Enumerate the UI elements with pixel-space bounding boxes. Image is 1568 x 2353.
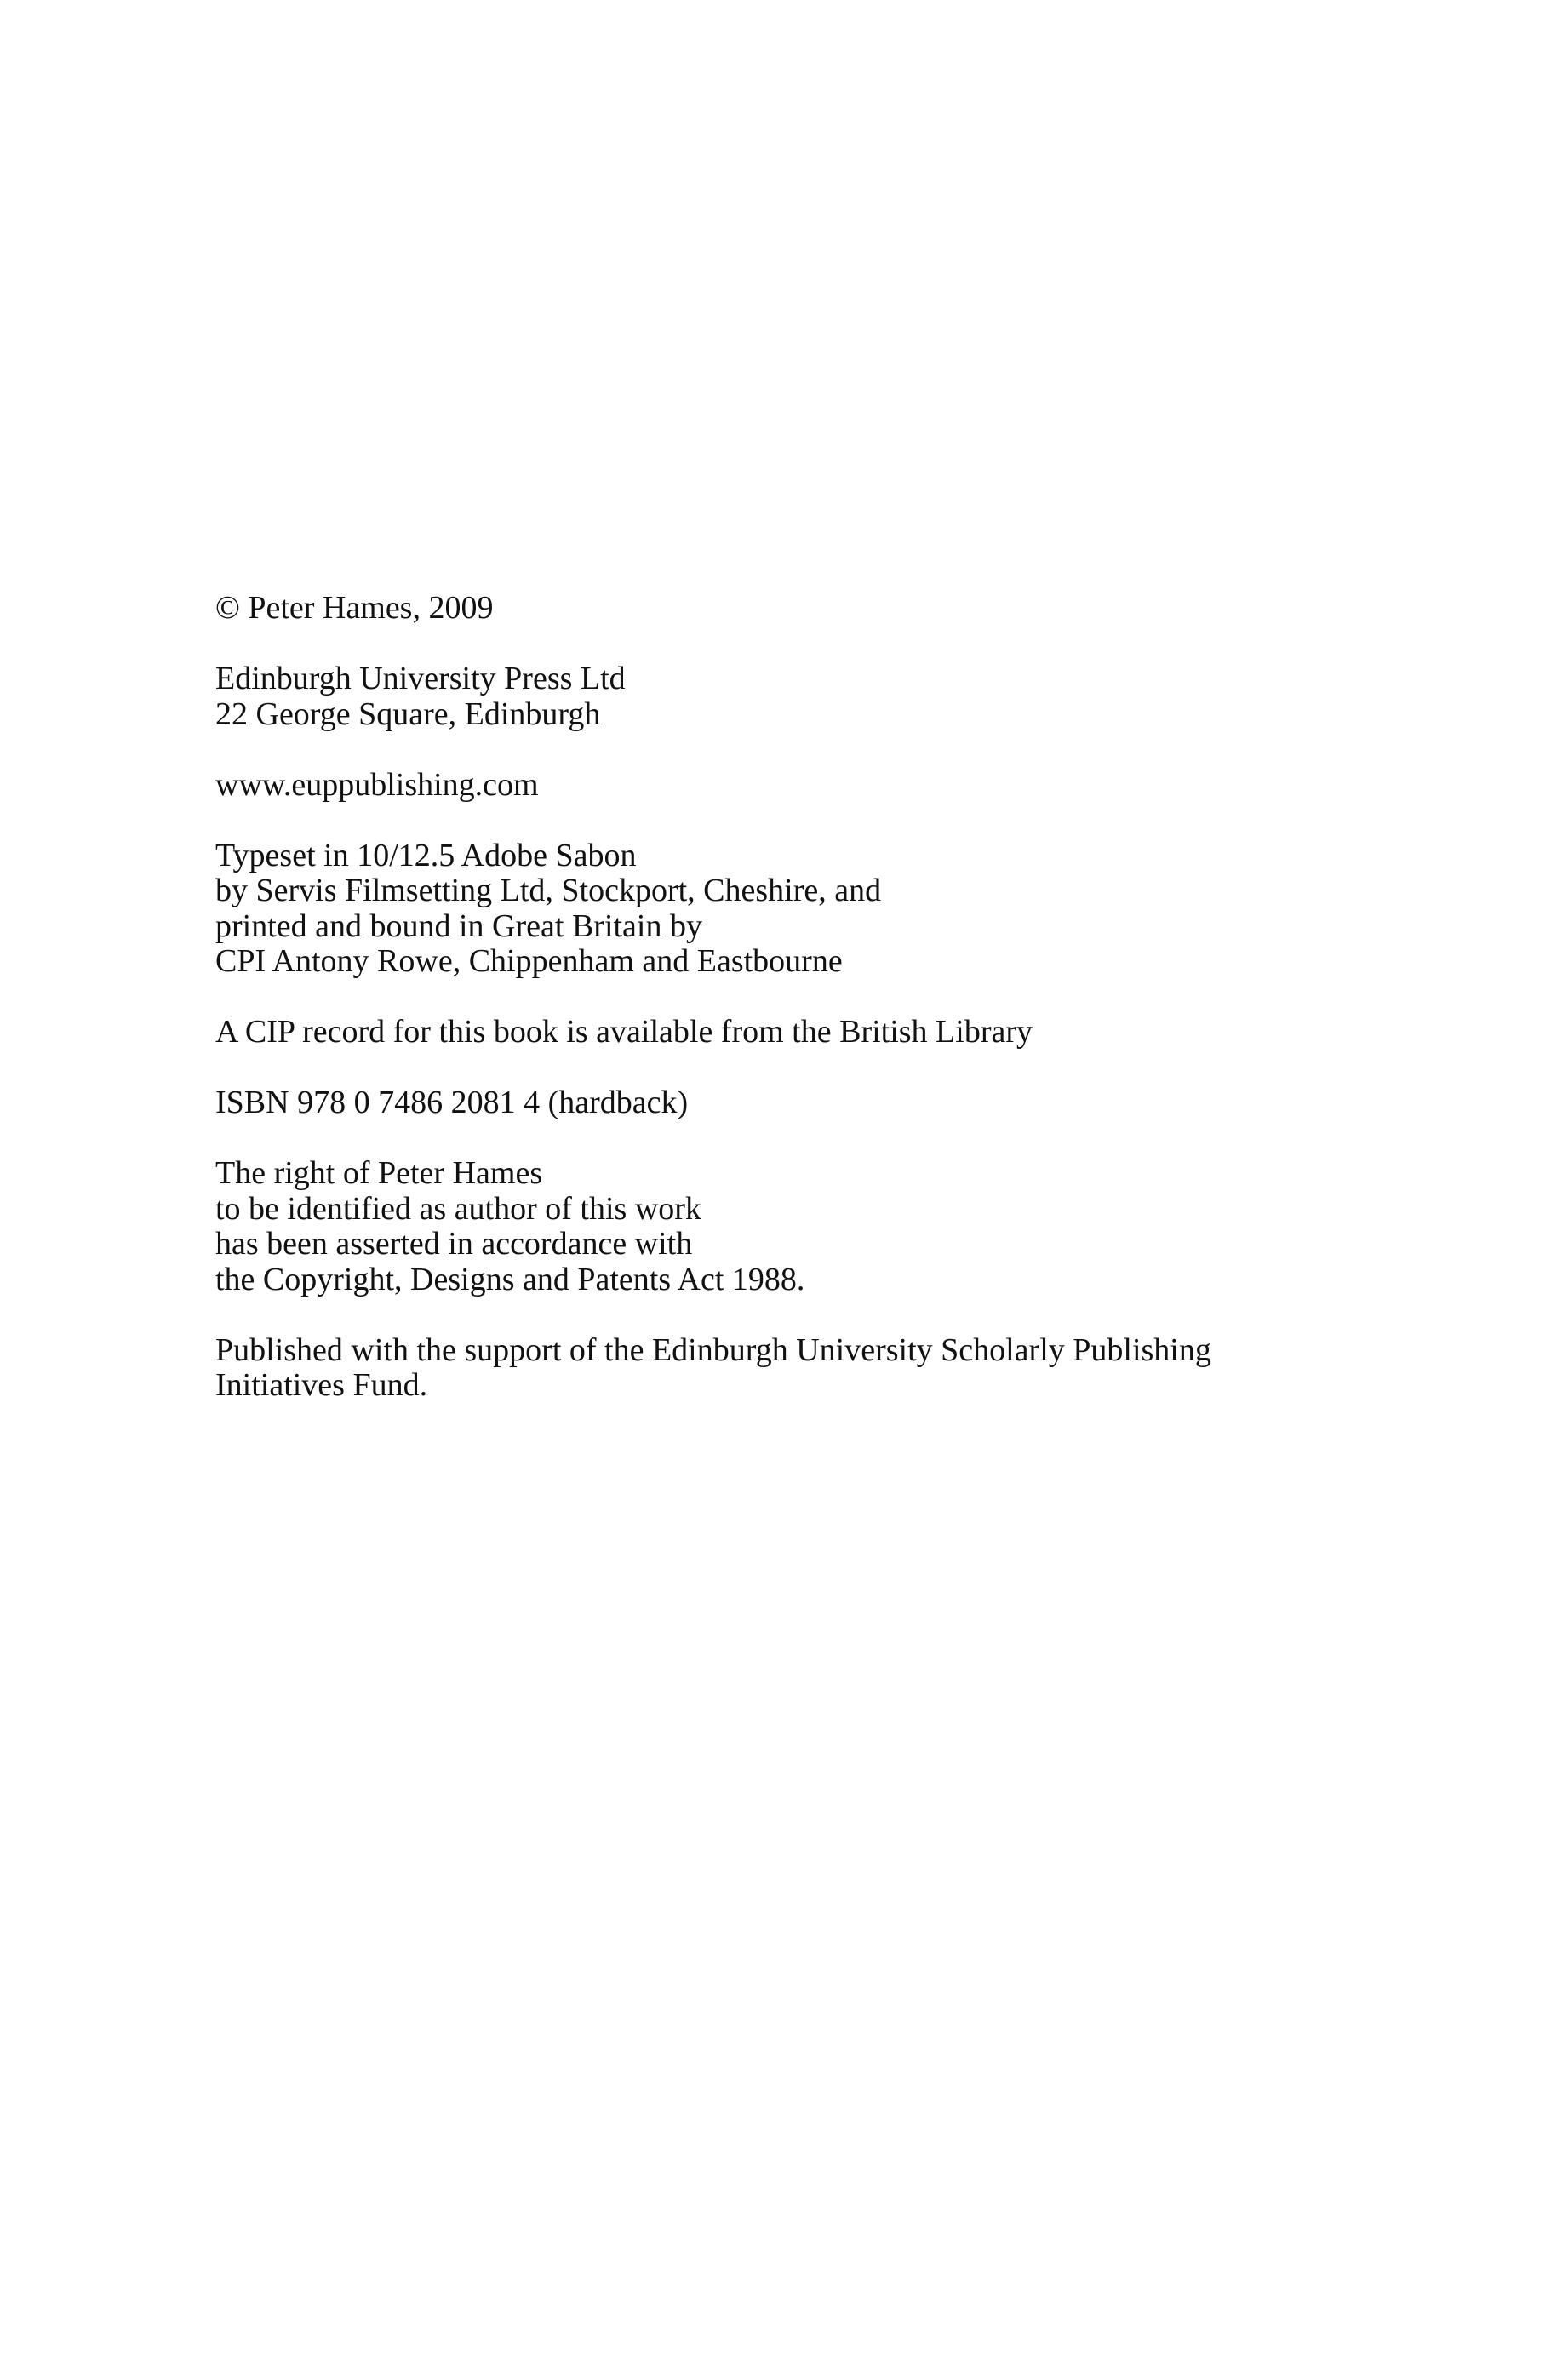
typesetting-line: by Servis Filmsetting Ltd, Stockport, Cheshire, and: [215, 873, 882, 908]
website-block: [215, 768, 1407, 804]
typesetting-line: Typeset in 10/12.5 Adobe Sabon: [215, 837, 637, 873]
funding-acknowledgement: [215, 1333, 1407, 1404]
rights-line: to be identified as author of this work: [215, 1190, 701, 1227]
typesetting-line: CPI Antony Rowe, Chippenham and Eastbourne: [215, 943, 843, 979]
copyright-notice: [215, 591, 1407, 627]
cip-record: [215, 1015, 1407, 1051]
support-line: Published with the support of the Edinburgh University Scholarly Publishing: [215, 1331, 1211, 1368]
publisher-address: 22 George Square, Edinburgh: [215, 696, 601, 732]
cip-line: A CIP record for this book is available from the British Library: [215, 1014, 1033, 1050]
rights-line: the Copyright, Designs and Patents Act 1988.: [215, 1261, 805, 1297]
copyright-line: © Peter Hames, 2009: [215, 590, 494, 626]
typesetting-line: printed and bound in Great Britain by: [215, 907, 702, 944]
support-line: Initiatives Fund.: [215, 1367, 428, 1403]
rights-line: The right of Peter Hames: [215, 1155, 543, 1191]
imprint-block: [215, 591, 1407, 1439]
publisher-name: Edinburgh University Press Ltd: [215, 661, 626, 696]
moral-rights-statement: [215, 1156, 1407, 1297]
isbn-block: [215, 1085, 1407, 1121]
rights-line: has been asserted in accordance with: [215, 1226, 693, 1262]
isbn-line: ISBN 978 0 7486 2081 4 (hardback): [215, 1085, 689, 1120]
publisher-info: [215, 661, 1407, 732]
typesetting-info: [215, 839, 1407, 980]
publisher-website: www.euppublishing.com: [215, 766, 539, 803]
